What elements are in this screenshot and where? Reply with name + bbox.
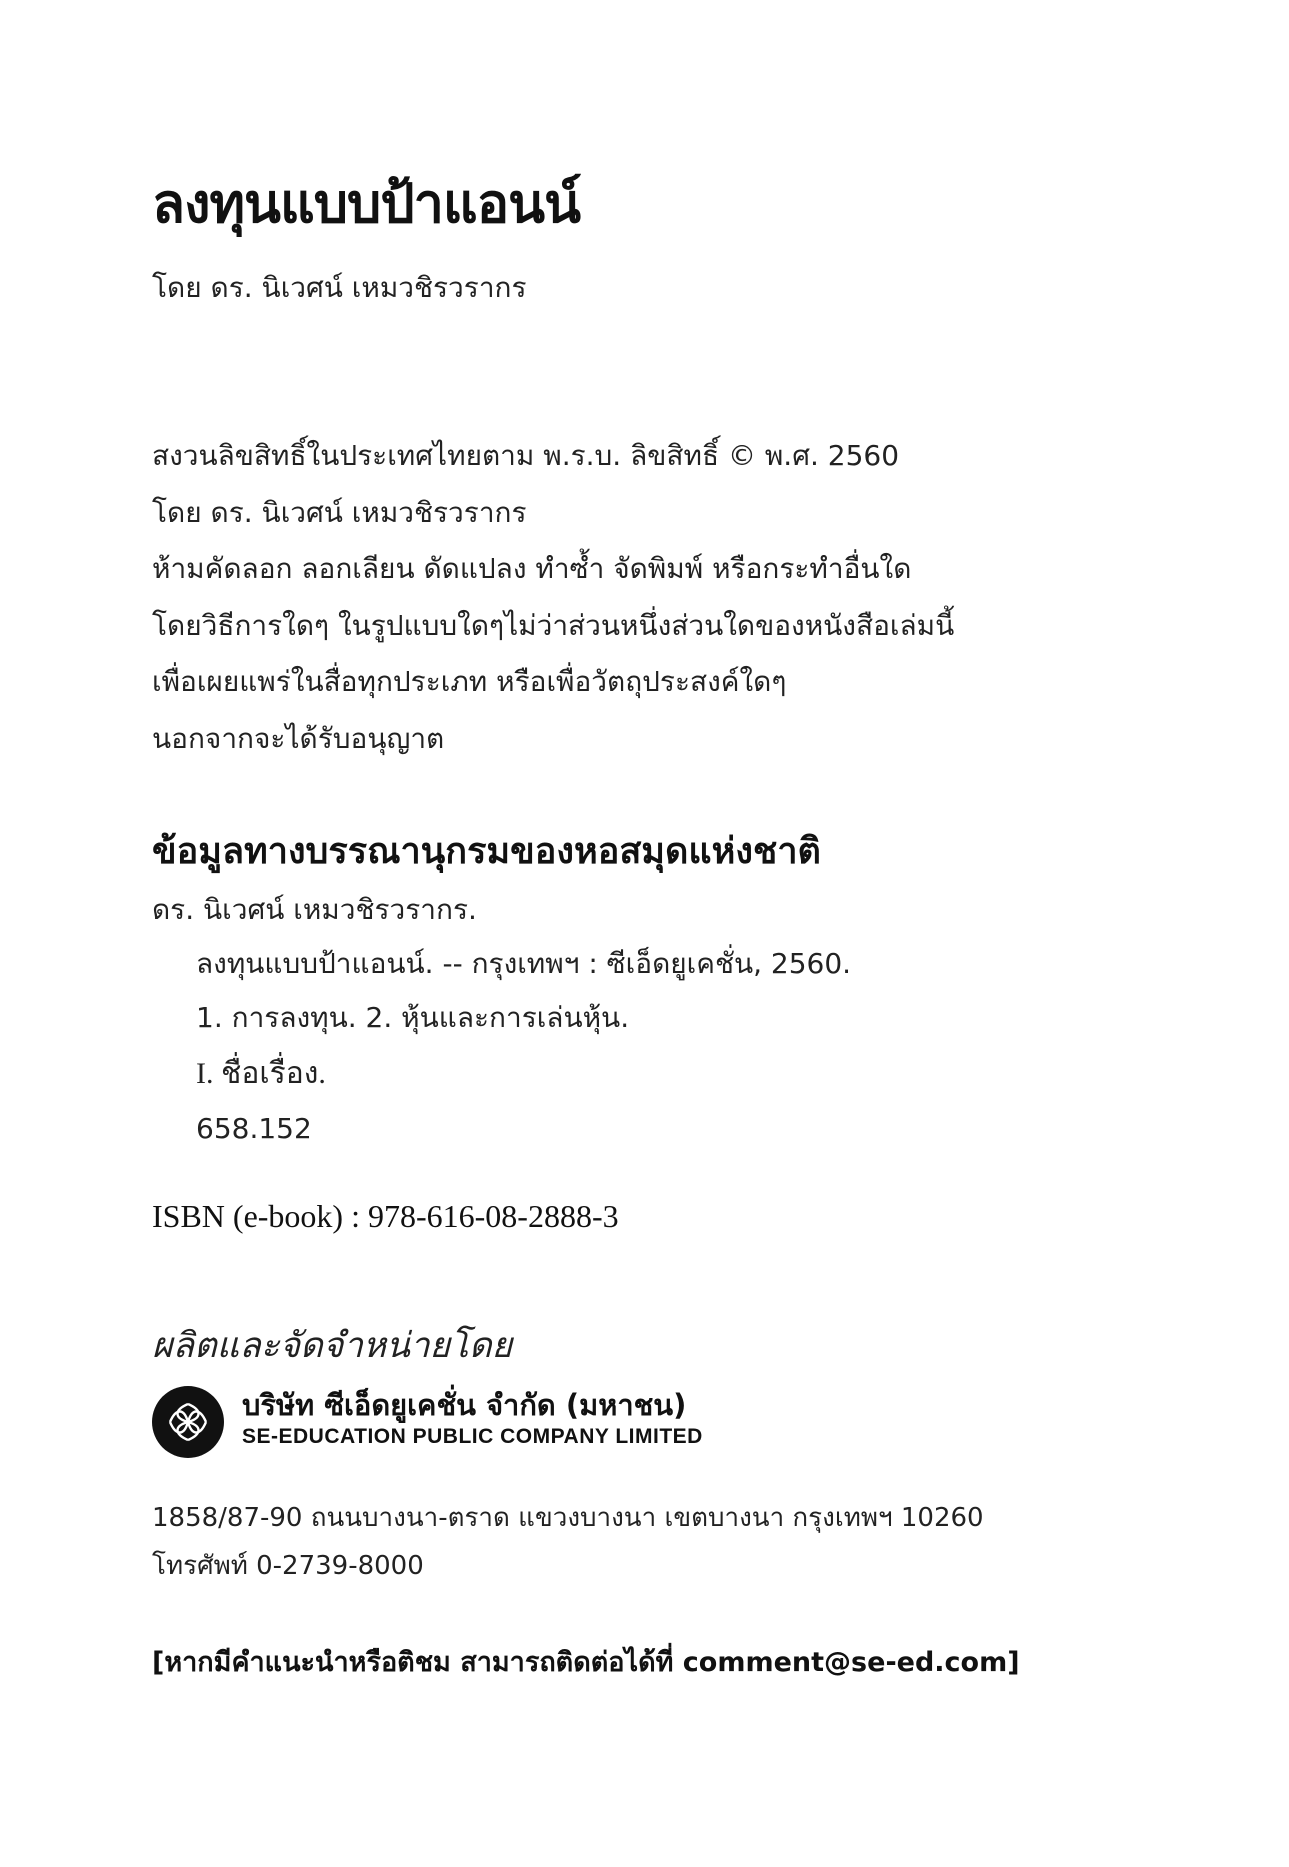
publisher-address: 1858/87-90 ถนนบางนา-ตราด แขวงบางนา เขตบางนา กรุงเทพฯ 10260 xyxy=(152,1503,984,1533)
publisher-logo-block xyxy=(152,1382,852,1462)
publisher-label: ผลิตและจัดจำหน่ายโดย xyxy=(152,1326,513,1366)
company-name-english: SE-EDUCATION PUBLIC COMPANY LIMITED xyxy=(242,1425,703,1448)
cataloging-heading: ข้อมูลทางบรรณานุกรมของหอสมุดแห่งชาติ xyxy=(152,830,821,872)
company-name-thai: บริษัท ซีเอ็ดยูเคชั่น จำกัด (มหาชน) xyxy=(242,1388,687,1422)
copyright-notice xyxy=(152,428,954,767)
copyright-line: นอกจากจะได้รับอนุญาต xyxy=(152,721,445,755)
cataloging-title-entry: ลงทุนแบบป้าแอนน์. -- กรุงเทพฯ : ซีเอ็ดยูเคชั่น, 2560. xyxy=(196,947,852,980)
se-ed-logo-icon xyxy=(152,1386,224,1458)
cataloging-author: ดร. นิเวศน์ เหมวชิรวรากร. xyxy=(152,893,477,926)
copyright-line: โดยวิธีการใดๆ ในรูปแบบใดๆไม่ว่าส่วนหนึ่งส่วนใดของหนังสือเล่มนี้ xyxy=(152,608,955,642)
cataloging-subjects: 1. การลงทุน. 2. หุ้นและการเล่นหุ้น. xyxy=(196,1001,630,1034)
copyright-page xyxy=(152,0,1232,1867)
book-title: ลงทุนแบบป้าแอนน์ xyxy=(152,172,580,235)
isbn: ISBN (e-book) : 978-616-08-2888-3 xyxy=(152,1198,619,1234)
publisher-contact xyxy=(152,1494,984,1590)
author-line: โดย ดร. นิเวศน์ เหมวชิรวรากร xyxy=(152,271,527,304)
copyright-line: ห้ามคัดลอก ลอกเลียน ดัดแปลง ทำซ้ำ จัดพิมพ์ หรือกระทำอื่นใด xyxy=(152,552,912,585)
feedback-note: [หากมีคำแนะนำหรือติชม สามารถติดต่อได้ที่ comment@se-ed.com] xyxy=(152,1647,1020,1678)
cataloging-title-index: I. ชื่อเรื่อง. xyxy=(196,1057,326,1090)
cataloging-classification: 658.152 xyxy=(196,1112,312,1145)
copyright-line: สงวนลิขสิทธิ์ในประเทศไทยตาม พ.ร.บ. ลิขสิทธิ์ © พ.ศ. 2560 xyxy=(152,439,900,472)
copyright-line: เพื่อเผยแพร่ในสื่อทุกประเภท หรือเพื่อวัตถุประสงค์ใดๆ xyxy=(152,665,787,698)
copyright-line: โดย ดร. นิเวศน์ เหมวชิรวรากร xyxy=(152,495,527,529)
publisher-phone: โทรศัพท์ 0-2739-8000 xyxy=(152,1551,424,1581)
